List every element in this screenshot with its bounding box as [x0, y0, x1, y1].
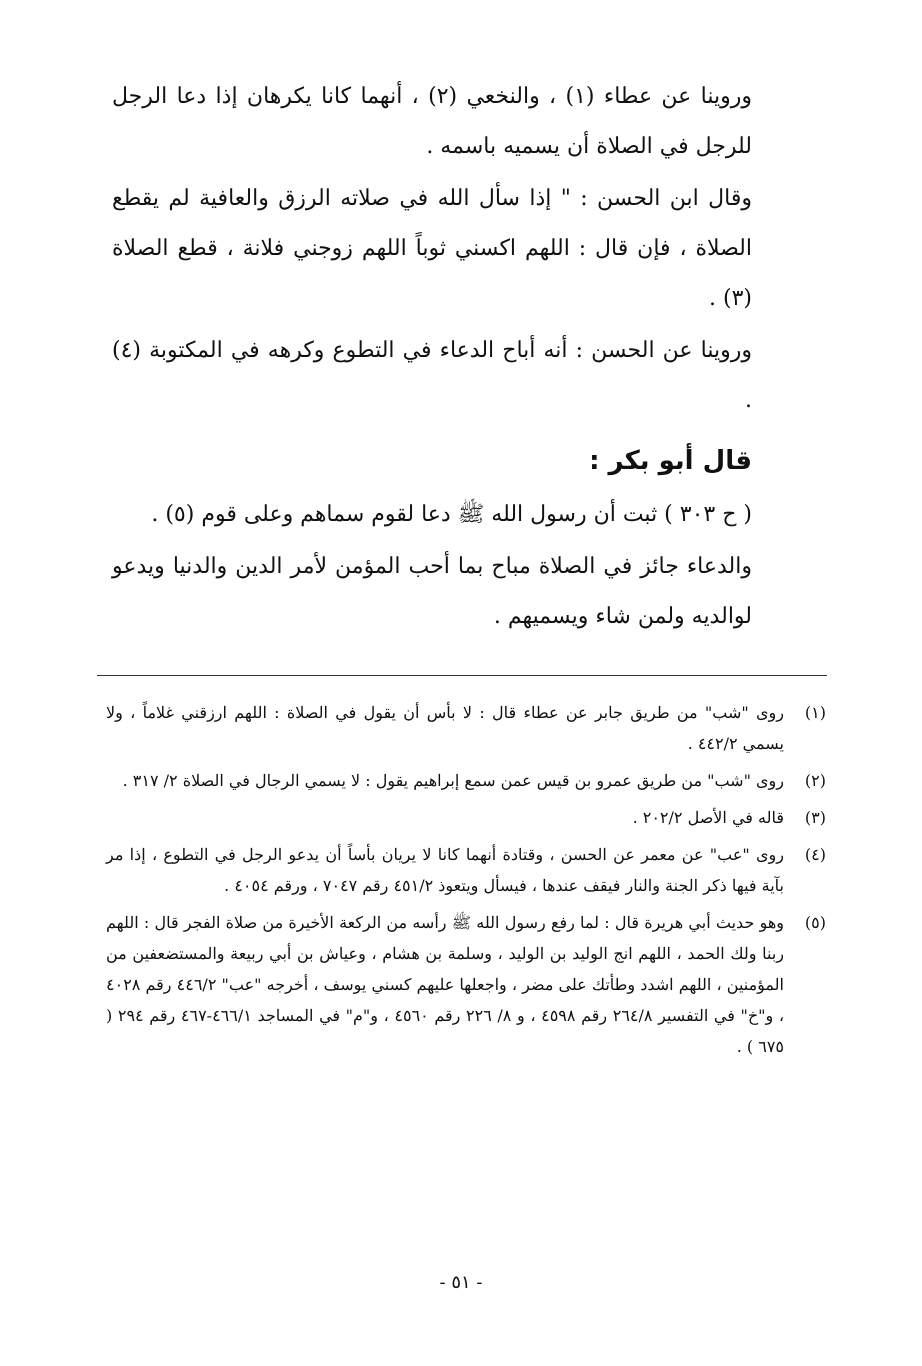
- footnote-divider: [97, 675, 827, 676]
- footnote-text: روى "عب" عن معمر عن الحسن ، وقتادة أنهما كانا لا يريان بأساً أن يدعو الرجل في التطوع ، إذا مر بآية فيها ذكر الجنة والنار فيقف عندها ، فيسأل ويتعوذ ٤٥١/٢ رقم ٧٠٤٧ ، ورقم ٤٠٥٤ .: [106, 845, 784, 895]
- footnote-number: (٥): [804, 913, 826, 932]
- footnote: [106, 839, 826, 901]
- footnote-text: روى "شب" من طريق عمرو بن قيس عمن سمع إبراهيم يقول : لا يسمي الرجال في الصلاة ٢/ ٣١٧ .: [122, 771, 784, 790]
- footnote: [106, 907, 826, 1062]
- page-number: - ٥١ -: [439, 1272, 483, 1293]
- footnote-text: وهو حديث أبي هريرة قال : لما رفع رسول الله ﷺ رأسه من الركعة الأخيرة من صلاة الفجر قال : اللهم ربنا ولك الحمد ، اللهم انج الوليد بن الوليد ، وسلمة بن هشام ، وعياش بن أبي ربيعة والمستضعفين من المؤمنين ، اللهم اشدد وطأتك على مضر ، واجعلها عليهم كسني يوسف ، أخرجه "عب" ٤٤٦/٢ رقم ٤٠٢٨ ، و"خ" في التفسير ٢٦٤/٨ رقم ٤٥٩٨ ، و ٨/ ٢٢٦ رقم ٤٥٦٠ ، و"م" في المساجد ٤٦٦/١-٤٦٧ رقم ٢٩٤ ( ٦٧٥ ) .: [106, 913, 785, 1056]
- footnote: [106, 802, 826, 833]
- footnote-number: (٣): [804, 808, 826, 827]
- paragraph-ruling: والدعاء جائز في الصلاة مباح بما أحب المؤمن لأمر الدين والدنيا ويدعو لوالديه ولمن شاء ويسميهم .: [112, 554, 752, 629]
- paragraph-hadith-303: ( ح ٣٠٣ ) ثبت أن رسول الله ﷺ دعا لقوم سماهم وعلى قوم (٥) .: [151, 502, 752, 527]
- footnote-text: روى "شب" من طريق جابر عن عطاء قال : لا بأس أن يقول في الصلاة : اللهم ارزقني غلاماً ، ولا يسمي ٤٤٢/٢ .: [106, 703, 784, 753]
- section-heading: قال أبو بكر :: [589, 446, 752, 476]
- footnote-text: قاله في الأصل ٢٠٢/٢ .: [632, 808, 784, 827]
- footnotes: [106, 697, 826, 1068]
- footnote-number: (١): [804, 703, 826, 722]
- paragraph-hasan: وروينا عن الحسن : أنه أباح الدعاء في التطوع وكرهه في المكتوبة (٤) .: [112, 338, 752, 413]
- main-text: [112, 72, 752, 642]
- footnote-number: (٤): [804, 845, 826, 864]
- paragraph-ibn-hasan: وقال ابن الحسن : " إذا سأل الله في صلاته الرزق والعافية لم يقطع الصلاة ، فإن قال : اللهم اكسني ثوباً اللهم زوجني فلانة ، قطع الصلاة (٣) .: [112, 186, 752, 311]
- footnote: [106, 697, 826, 759]
- footnote-number: (٢): [804, 771, 826, 790]
- footnote: [106, 765, 826, 796]
- paragraph-ata-nakhai: وروينا عن عطاء (١) ، والنخعي (٢) ، أنهما كانا يكرهان إذا دعا الرجل للرجل في الصلاة أن يسميه باسمه .: [112, 84, 752, 159]
